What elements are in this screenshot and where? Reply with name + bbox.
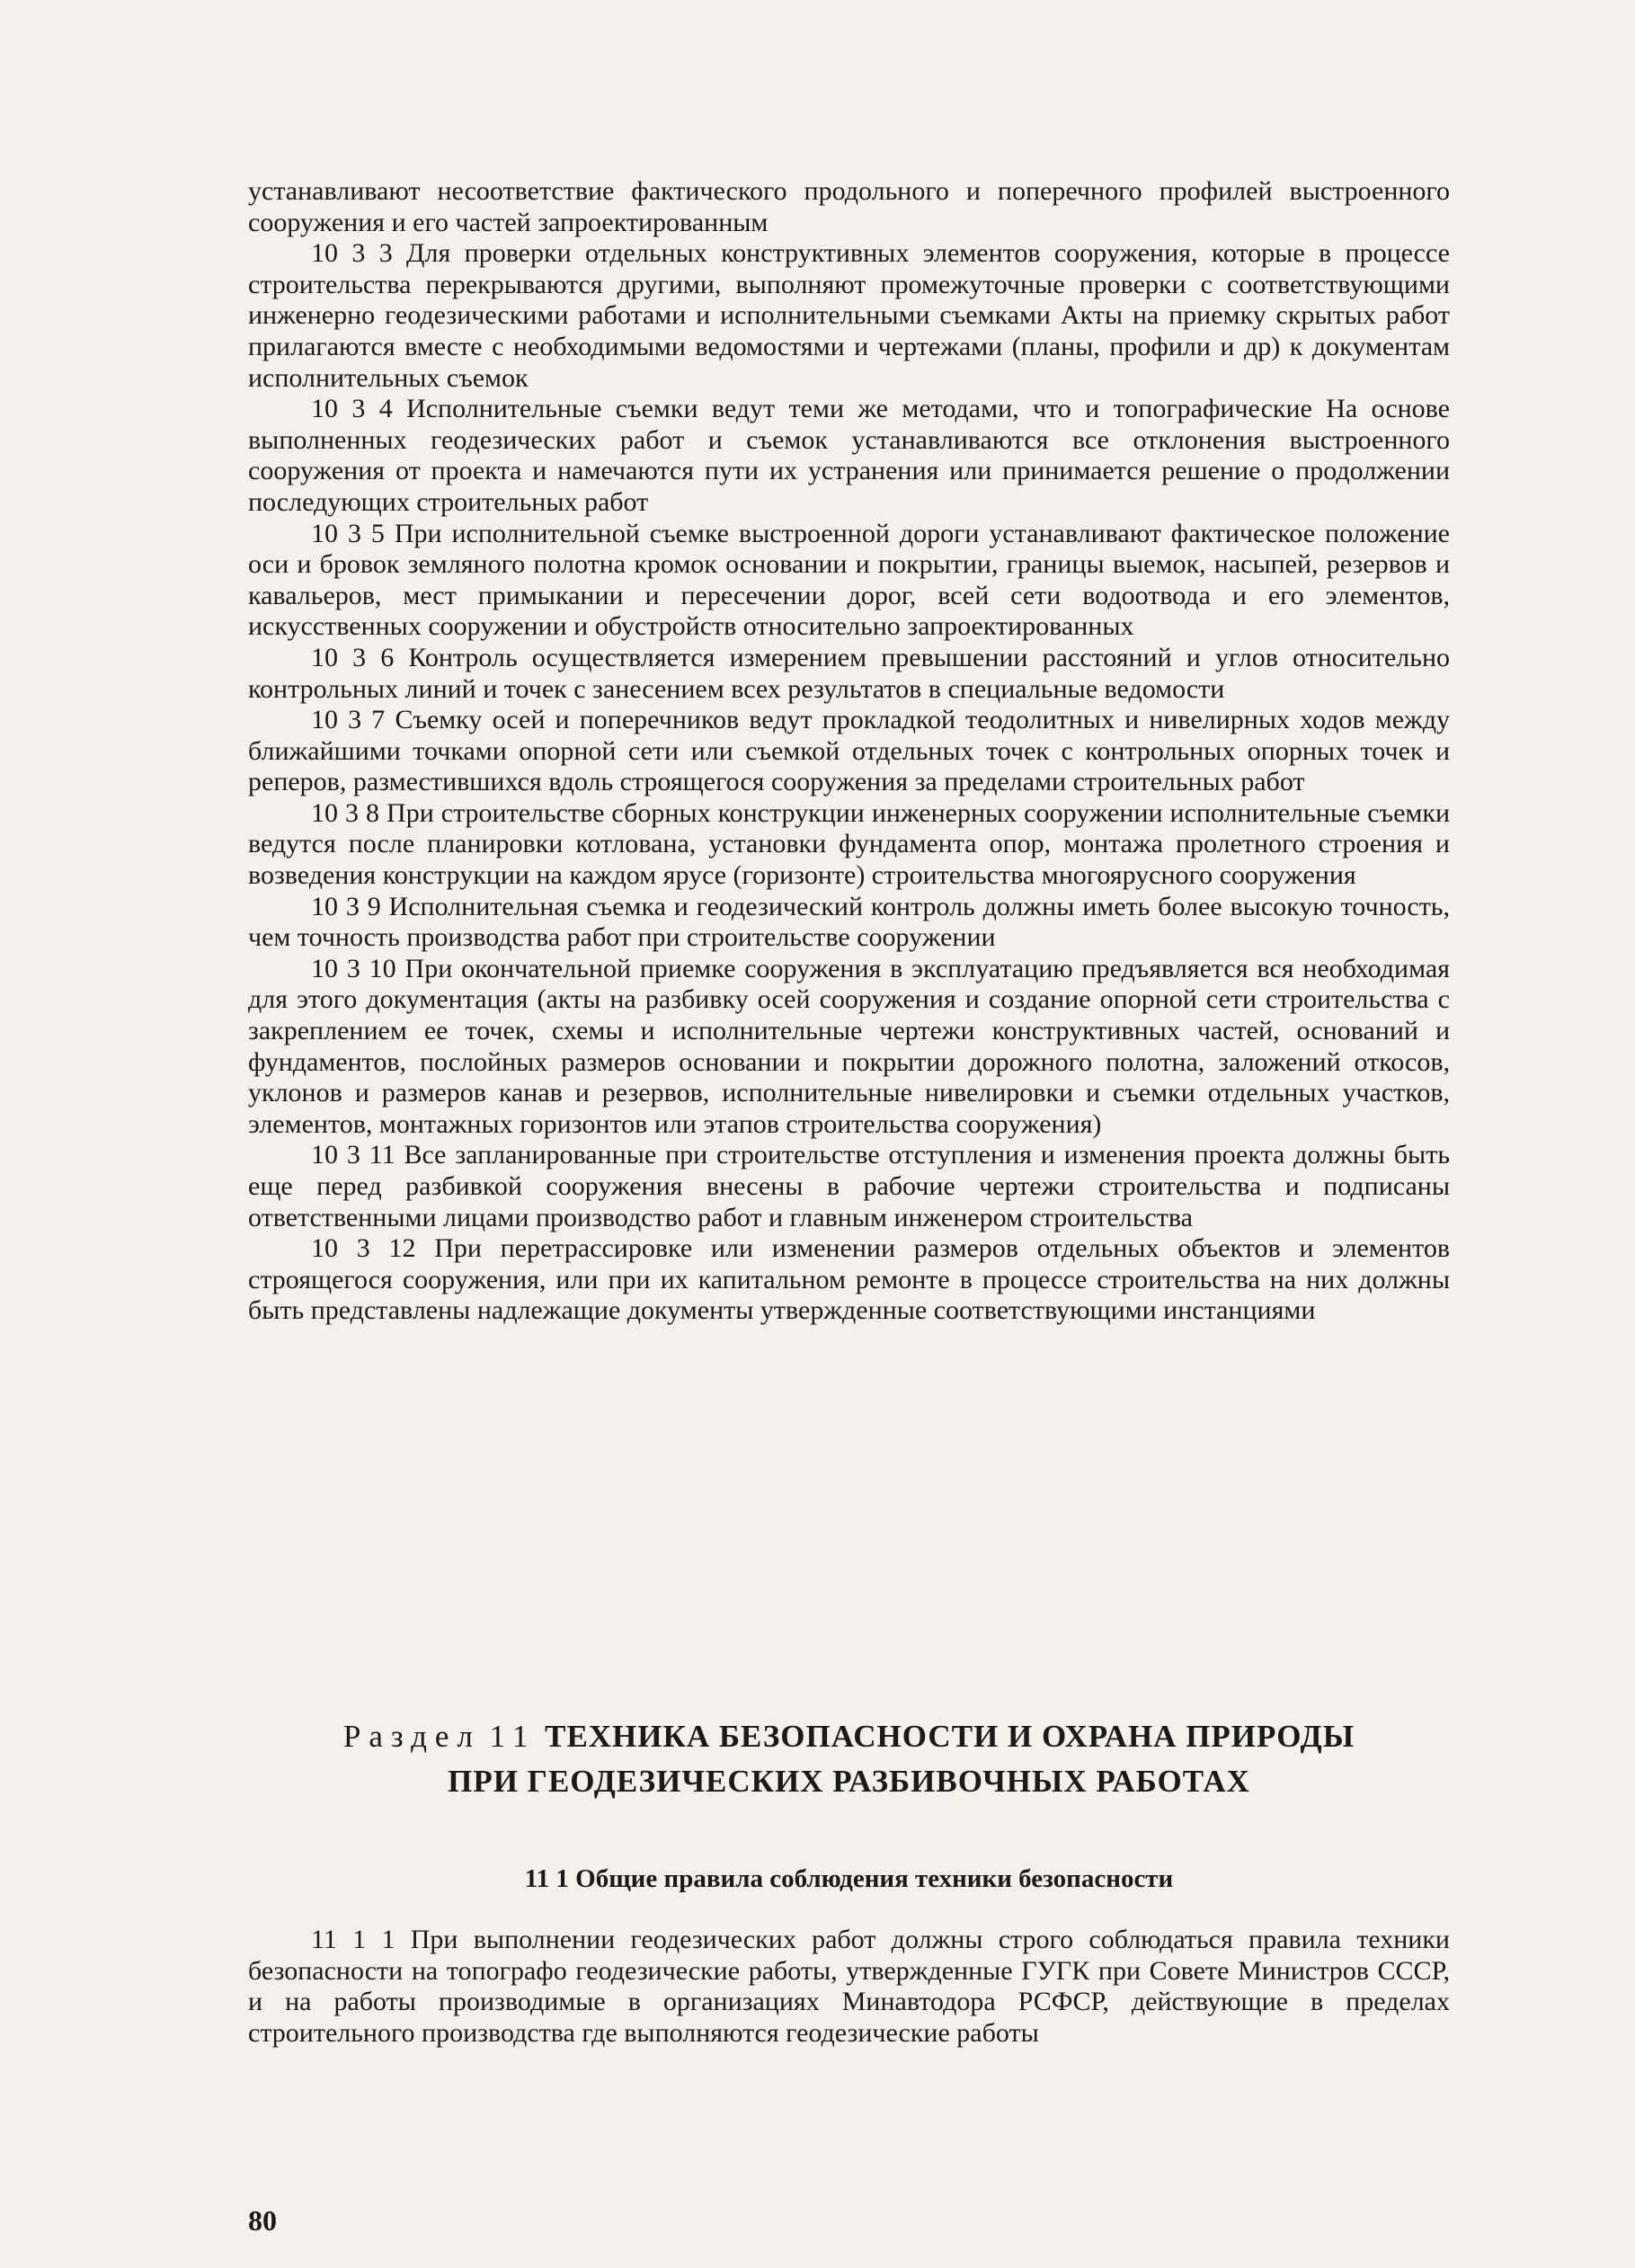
page-number: 80 bbox=[248, 2204, 277, 2237]
paragraph-10-3-5: 10 3 5 При исполнительной съемке выстроенной дороги устанавливают фактическое положение оси и бровок земляного полотна кромок основании и покрытии, границы выемок, насыпей, резервов и кавальеров, мест примыкании и пересечении дорог, всей сети водоотвода и его элементов, искусственных сооружении и обустройств относительно запроектированных bbox=[248, 518, 1450, 642]
body-text-final bbox=[248, 1925, 1450, 2049]
paragraph-10-3-4: 10 3 4 Исполнительные съемки ведут теми же методами, что и топографические На основе выполненных геодезических работ и съемок устанавливаются все отклонения выстроенного сооружения от проекта и намечаются пути их устранения или принимается решение о продолжении последующих строительных работ bbox=[248, 394, 1450, 517]
section-word: Раздел bbox=[342, 1719, 481, 1754]
subsection-heading: 11 1 Общие правила соблюдения техники безопасности bbox=[524, 1864, 1174, 1893]
section-heading-line1 bbox=[248, 1714, 1450, 1759]
paragraph-10-3-9: 10 3 9 Исполнительная съемка и геодезический контроль должны иметь более высокую точность, чем точность производства работ при строительстве сооружении bbox=[248, 891, 1450, 953]
section-number: 11 bbox=[489, 1719, 537, 1754]
section-title-line1: ТЕХНИКА БЕЗОПАСНОСТИ И ОХРАНА ПРИРОДЫ bbox=[545, 1719, 1355, 1754]
paragraph-10-3-11: 10 3 11 Все запланированные при строительстве отступления и изменения проекта должны быть еще перед разбивкой сооружения внесены в рабочие чертежи строительства и подписаны ответственными лицами производство работ и главным инженером строительства bbox=[248, 1140, 1450, 1232]
paragraph-10-3-12: 10 3 12 При перетрассировке или изменении размеров отдельных объектов и элементов строящегося сооружения, или при их капитальном ремонте в процессе строительства на них должны быть представлены надлежащие документы утвержденные соответствующими инстанциями bbox=[248, 1233, 1450, 1326]
body-text bbox=[248, 176, 1450, 1327]
paragraph-10-3-8: 10 3 8 При строительстве сборных конструкции инженерных сооружении исполнительные съемки ведутся после планировки котлована, установки фундамента опор, монтажа пролетного строения и возведения конструкции на каждом ярусе (горизонте) строительства многоярусного сооружения bbox=[248, 797, 1450, 891]
section-title-line2: ПРИ ГЕОДЕЗИЧЕСКИХ РАЗБИВОЧНЫХ РАБОТАХ bbox=[448, 1764, 1250, 1799]
paragraph-continuation: устанавливают несоответствие фактического продольного и поперечного профилей выстроенного сооружения и его частей запроектированным bbox=[248, 176, 1450, 237]
paragraph-10-3-6: 10 3 6 Контроль осуществляется измерением превышении расстояний и углов относительно контрольных линий и точек с занесением всех результатов в специальные ведомости bbox=[248, 642, 1450, 704]
paragraph-10-3-10: 10 3 10 При окончательной приемке сооружения в эксплуатацию предъявляется вся необходимая для этого документация (акты на разбивку осей сооружения и создание опорной сети строительства с закреплением ее точек, схемы и исполнительные чертежи конструктивных частей, оснований и фундаментов, послойных размеров основании и покрытии дорожного полотна, заложений откосов, уклонов и размеров канав и резервов, исполнительные нивелировки и съемки отдельных участков, элементов, монтажных горизонтов или этапов строительства сооружения) bbox=[248, 953, 1450, 1139]
paragraph-10-3-7: 10 3 7 Съемку осей и поперечников ведут прокладкой теодолитных и нивелирных ходов между ближайшими точками опорной сети или съемкой отдельных точек с контрольных опорных точек и реперов, разместившихся вдоль строящегося сооружения за пределами строительных работ bbox=[248, 705, 1450, 797]
paragraph-10-3-3: 10 3 3 Для проверки отдельных конструктивных элементов сооружения, которые в процессе строительства перекрываются другими, выполняют промежуточные проверки с соответствующими инженерно геодезическими работами и исполнительными съемками Акты на приемку скрытых работ прилагаются вместе с необходимыми ведомостями и чертежами (планы, профили и др) к документам исполнительных съемок bbox=[248, 238, 1450, 393]
paragraph-11-1-1: 11 1 1 При выполнении геодезических работ должны строго соблюдаться правила техники безопасности на топографо геодезические работы, утвержденные ГУГК при Совете Министров СССР, и на работы производимые в организациях Минавтодора РСФСР, действующие в пределах строительного производства где выполняются геодезические работы bbox=[248, 1925, 1450, 2048]
section-heading bbox=[248, 1714, 1450, 1804]
